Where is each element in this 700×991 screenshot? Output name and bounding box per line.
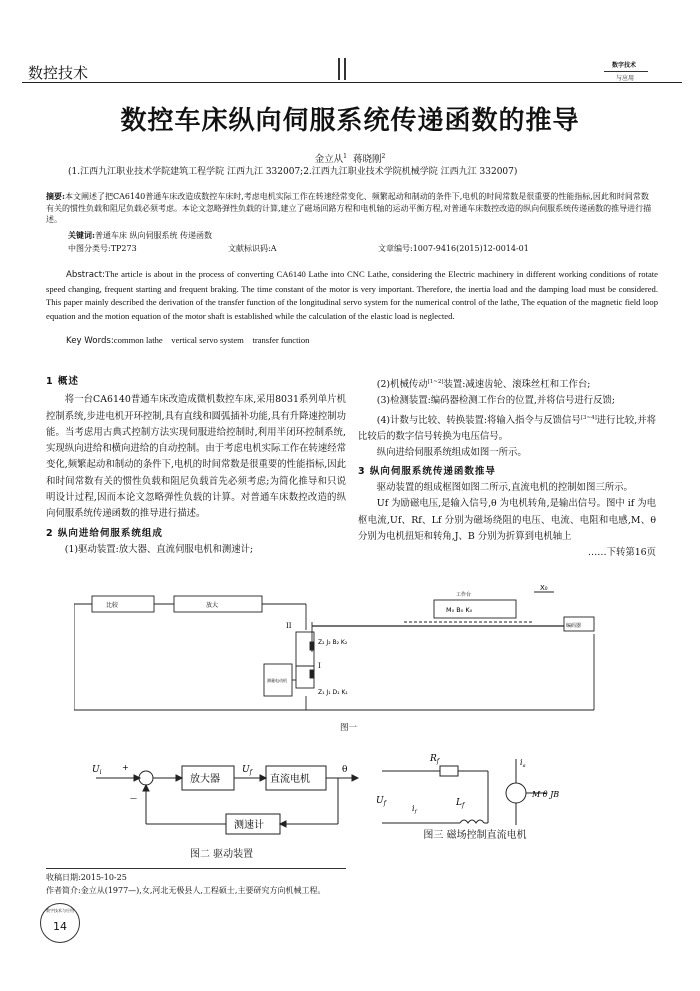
author-line [0,151,700,165]
author-1-sup: 1 [343,152,347,160]
fig3-uf: $U_f$ [376,796,386,807]
author-2: 蒋晓刚 [353,154,382,165]
fig1-mbk-label: M₀ B₀ K₀ [446,606,473,614]
section-2-body: (1)驱动装置:放大器、直流伺服电机和测速计; [64,543,254,555]
abstract-cn [46,191,656,226]
fig3-motor [506,783,526,803]
article-number: 文章编号:1007-9416(2015)12-0014-01 [378,244,529,253]
fig2-motor-label: 直流电机 [270,774,310,785]
fig1-compare-box [92,596,154,612]
author-1: 金立从 [314,154,344,165]
item-2-rest: 装置:减速齿轮、滚珠丝杠和工作台; [443,379,591,391]
fig3-rf: $R_f$ [430,754,440,765]
fig2-uf: $U_f$ [242,765,252,776]
item-4-rest: 进行比较,并将比较后的数字信号转换为电压信号。 [358,414,656,443]
section-1-heading: 1 概述 [46,376,79,387]
right-column [358,374,656,562]
section-3-heading: 3 纵向伺服系统传递函数推导 [358,465,496,477]
abstract-en [46,268,658,323]
header-rule [22,82,682,83]
keywords-cn-label: 关键词: [68,230,95,240]
abstract-cn-text: 本文阐述了把CA6140普通车床改造成数控车床时,考虑电机实际工作在转速经常变化、频繁起动和制动的条件下,电机的时间常数是很重要的性能指标,因此和时间常数有关的惯性负载和阻尼负载必须考虑。本论文忽略弹性负载的计算,建立了磁场回路方程和电机轴的运动平衡方程,对普通车床数控改造的纵向伺服系统传递函数的推导进行描述。 [46,192,652,224]
fig3-mjb: M θ JB [532,790,560,799]
fig1-caption: 图一 [340,723,358,733]
fig1-ref: 纵向进给伺服系统组成如图一所示。 [376,447,527,459]
fig3-caption: 图三 磁场控制直流电机 [423,830,527,841]
item-2 [358,374,656,393]
fig1-workbench-label: 工作台 [456,592,472,598]
fig1-compare-label: 比较 [106,602,119,609]
item-4 [358,410,656,446]
keywords-cn-text: 普通车床 纵向伺服系统 传递函数 [94,231,213,240]
section-1-body: 将一台CA6140普通车床改造成微机数控车床,采用8031系列单片机控制系统,步进电机开环控制,具有直线和圆弧插补功能,具有升降速控制功能。当考虑用古典式控制方法实现伺服进给控制时,利用半闭环控制系统,实现纵向进给和横向进给的自动控制。由于考虑电机实际工作在转速经常变化,频繁起动和制动的条件下,电机的时间常数是很重要的性能指标,因此和时间常数有关的惯性负载和阻尼负载首先必须考虑;为简化推导和只说明设计过程,因而本论文忽略弹性负载的计算。对普通车床数控改造的纵向伺服系统传递函数的推导进行描述。 [46,394,347,520]
fig1-roman1: I [318,662,321,670]
abstract-cn-label: 摘要: [46,191,65,201]
fig1-roman2: II [286,622,292,630]
keywords-en-text: common lathe vertical servo system transfer function [113,335,310,345]
fig1-amplify-label: 放大 [206,602,219,609]
fig2-tach-label: 测速计 [234,820,264,831]
fig3-lf: $L_f$ [456,798,465,809]
received-date: 收稿日期:2015-10-25 [46,873,127,882]
fig3-resistor [440,766,458,776]
section-3-body2: Uf 为励磁电压,是输入信号,θ 为电机转角,是输出信号。图中 if 为电枢电流,Uf、Rf、Lf 分别为磁场绕阻的电压、电流、电阻和电感,M、θ 分别为电机扭矩和转角,J、B 分别为折算到电机轴上 [358,498,656,542]
fig2-theta: θ [342,765,348,775]
fig1-encoder-label: 编码器 [566,623,582,629]
item-2-text: (2)机械传动 [376,379,428,391]
section-header: 数控技术 [28,64,89,82]
abstract-en-text: The article is about in the process of converting CA6140 Lathe into CNC Lathe, considering the Electric machinery in different working conditions of rotate speed changing, frequent starting and frequent braking. The time constant of the motor is very important. Therefore, the inertia load and the damping load must be considered. This paper mainly described the derivation of the transfer function of the longitudinal servo system for the numerical control of the lathe, The equation of the magnetic field loop equation and the motion equation of the motor shaft is established while the calculation of the elastic load is neglected. [46,269,658,321]
clc-code: 中图分类号:TP273 [68,244,137,253]
keywords-cn [68,230,212,241]
doc-code: 文献标识码:A [228,244,277,253]
fig3-ia: $i_a$ [520,758,526,769]
footnote-rule [46,868,346,869]
fig2-ui: $U_i$ [92,765,102,776]
fig3-if: $i_f$ [412,804,417,815]
keywords-en [66,335,309,346]
author-bio: 作者简介:金立从(1977—),女,河北无极县人,工程硕士,主要研究方向机械工程。 [46,886,326,895]
fig3-inductor [460,820,484,823]
keywords-en-label: Key Words: [66,336,114,346]
header-bars [336,58,352,80]
author-2-sup: 2 [381,152,386,160]
abstract-en-label: Abstract: [66,270,105,280]
ref-3-4: [3~4] [580,414,597,421]
badge-bottom: 与应用 [616,75,635,82]
section-3-body1: 驱动装置的组成框图如图二所示,直流电机的控制如图三所示。 [376,482,633,494]
fig2-minus: — [130,794,137,802]
affiliations: (1.江西九江职业技术学院建筑工程学院 江西九江 332007;2.江西九江职业技术学院机械学院 江西九江 332007) [68,167,518,177]
section-2-heading: 2 纵向进给伺服系统组成 [46,527,163,539]
item-4-text: (4)计数与比较、转换装置:将输入指令与反馈信号 [376,414,581,426]
fig1-motor-label: 测量电动机 [267,678,287,683]
fig1-z1-label: Z₁ J₁ D₁ K₁ [318,689,348,696]
figure-3 [370,745,580,835]
fig2-caption: 图二 驱动装置 [190,849,254,860]
page-title: 数控车床纵向伺服系统传递函数的推导 [120,106,580,136]
continued-note: ……下转第16页 [587,547,656,559]
fig2-amp-label: 放大器 [190,774,220,785]
left-column [46,374,346,558]
page-number: 14 [53,920,67,933]
item-3: (3)检测装置:编码器检测工作台的位置,并将信号进行反馈; [376,395,616,407]
figure-1 [74,582,634,722]
badge-top: 数字技术 [612,62,637,69]
fig2-plus: + [122,763,129,772]
logo-text: 数字技术与应用 [46,908,74,913]
journal-badge [604,58,650,84]
journal-logo [40,903,80,943]
fig1-z2-label: Z₂ J₂ B₂ K₂ [318,639,348,646]
ref-1-2: [1~2] [427,379,444,385]
fig1-x0-label: X₀ [540,584,548,592]
